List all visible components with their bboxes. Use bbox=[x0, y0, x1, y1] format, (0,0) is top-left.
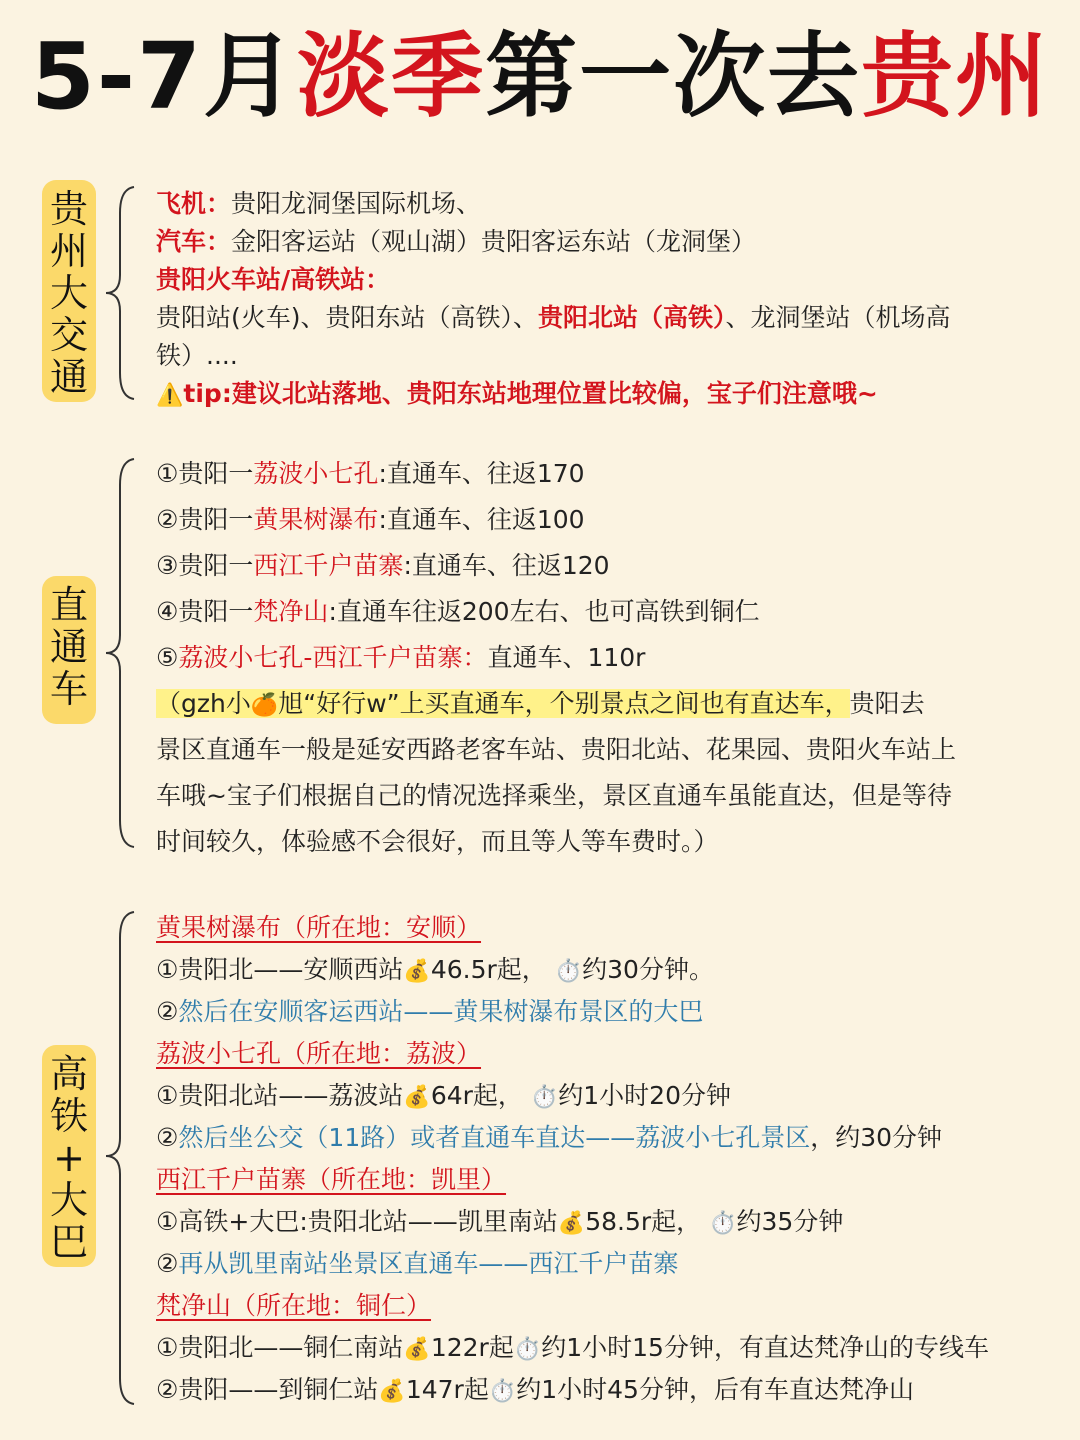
bus-line bbox=[156, 222, 756, 258]
item-post: :直通车、往返120 bbox=[403, 551, 610, 580]
traffic-tag bbox=[42, 180, 96, 402]
tag-char: + bbox=[53, 1136, 85, 1180]
tip-text: tip:建议北站落地、贵阳东站地理位置比较偏，宝子们注意哦~ bbox=[183, 379, 878, 408]
price-text: 58.5r起， bbox=[585, 1207, 702, 1236]
duration-text: 约1小时20分钟 bbox=[558, 1081, 731, 1110]
item-place: 西江千户苗寨 bbox=[253, 551, 404, 580]
title-part4: 贵州 bbox=[861, 23, 1050, 130]
duration-text: 约30分钟。 bbox=[582, 955, 714, 984]
bus-text: 金阳客运站（观山湖）贵阳客运东站（龙洞堡） bbox=[231, 227, 757, 256]
plane-line bbox=[156, 184, 481, 220]
money-bag-icon: 💰 bbox=[403, 1084, 431, 1110]
rail-tag bbox=[42, 1045, 96, 1267]
direct-brace bbox=[98, 455, 140, 850]
item-post: 直通车、110r bbox=[487, 643, 646, 672]
title-part3: 第一次去 bbox=[485, 23, 862, 130]
duration-text: 约1小时15分钟，有直达梵净山的专线车 bbox=[541, 1333, 989, 1362]
train-line bbox=[156, 298, 951, 334]
item-pre: ⑤ bbox=[156, 643, 179, 672]
direct-item bbox=[156, 638, 645, 674]
duration-text: 约1小时45分钟， bbox=[516, 1375, 714, 1404]
direct-note-2: 景区直通车一般是延安西路老客车站、贵阳北站、花果园、贵阳火车站上 bbox=[156, 735, 957, 764]
tag-char: 大 bbox=[49, 271, 88, 315]
rail-item bbox=[156, 1244, 678, 1280]
tag-char: 高 bbox=[49, 1052, 88, 1096]
direct-item bbox=[156, 546, 610, 582]
rail-heading-fanjingshan: 梵净山（所在地：铜仁） bbox=[156, 1291, 432, 1320]
tag-char: 州 bbox=[49, 229, 88, 273]
rail-item bbox=[156, 1328, 989, 1364]
price-text: 122r起 bbox=[430, 1333, 514, 1362]
item-place: 梵净山 bbox=[253, 597, 329, 626]
tag-char: 贵 bbox=[49, 187, 88, 231]
page-title bbox=[0, 22, 1080, 132]
tag-char: 巴 bbox=[49, 1220, 88, 1264]
tag-char: 交 bbox=[49, 313, 88, 357]
orange-icon: 🍊 bbox=[250, 692, 279, 718]
bus-label: 汽车： bbox=[156, 227, 232, 256]
item-post: :直通车、往返100 bbox=[378, 505, 585, 534]
note-hl-b: 旭“好行w”上买直通车，个别景点之间也有直达车， bbox=[278, 689, 850, 718]
direct-item bbox=[156, 592, 760, 628]
item-pre: ④贵阳一 bbox=[156, 597, 254, 626]
tag-char: 通 bbox=[49, 625, 88, 669]
money-bag-icon: 💰 bbox=[378, 1378, 406, 1404]
route-text: 然后坐公交（11路）或者直通车直达——荔波小七孔景区 bbox=[178, 1123, 811, 1152]
price-text: 147r起 bbox=[405, 1375, 489, 1404]
rail-heading-xijiang: 西江千户苗寨（所在地：凯里） bbox=[156, 1165, 507, 1194]
plane-text: 贵阳龙洞堡国际机场、 bbox=[231, 189, 482, 218]
train-label: 贵阳火车站/高铁站： bbox=[156, 265, 391, 294]
duration-text: 约35分钟 bbox=[736, 1207, 844, 1236]
traffic-brace bbox=[98, 183, 140, 403]
price-text: 64r起， bbox=[430, 1081, 523, 1110]
tag-char: 直 bbox=[49, 583, 88, 627]
warning-icon: ⚠️ bbox=[156, 382, 184, 408]
item-place: 荔波小七孔 bbox=[253, 459, 379, 488]
money-bag-icon: 💰 bbox=[557, 1210, 586, 1236]
note-highlight bbox=[156, 689, 850, 718]
note-text: 贵阳去 bbox=[849, 689, 925, 718]
money-bag-icon: 💰 bbox=[403, 1336, 431, 1362]
item-pre: ①贵阳一 bbox=[156, 459, 254, 488]
duration-text: ，约30分钟 bbox=[810, 1123, 943, 1152]
rail-item bbox=[156, 1076, 731, 1112]
direct-tag bbox=[42, 576, 96, 724]
title-part2: 淡季 bbox=[297, 23, 486, 130]
route-text: 后有车直达梵净山 bbox=[713, 1375, 914, 1404]
stopwatch-icon: ⏱️ bbox=[488, 1378, 517, 1404]
rail-brace bbox=[98, 908, 140, 1408]
title-part1: 5-7月 bbox=[30, 23, 298, 130]
train-c: 、龙洞堡站（机场高 bbox=[725, 303, 951, 332]
train-b: 贵阳北站（高铁） bbox=[538, 303, 726, 332]
rail-item bbox=[156, 950, 714, 986]
route-text: ①高铁+大巴:贵阳北站——凯里南站 bbox=[156, 1207, 558, 1236]
rail-heading-libo: 荔波小七孔（所在地：荔波） bbox=[156, 1039, 482, 1068]
tag-char: 车 bbox=[49, 667, 88, 711]
route-num: ② bbox=[156, 1123, 179, 1152]
direct-note-4: 时间较久，体验感不会很好，而且等人等车费时。） bbox=[156, 827, 719, 856]
stopwatch-icon: ⏱️ bbox=[530, 1084, 559, 1110]
item-post: :直通车往返200左右、也可高铁到铜仁 bbox=[328, 597, 760, 626]
direct-note-1 bbox=[156, 684, 925, 720]
rail-item bbox=[156, 1202, 843, 1238]
rail-heading-huangguoshu: 黄果树瀑布（所在地：安顺） bbox=[156, 913, 482, 942]
rail-item bbox=[156, 1370, 914, 1406]
tip-line bbox=[156, 374, 878, 410]
route-text: 然后在安顺客运西站——黄果树瀑布景区的大巴 bbox=[178, 997, 704, 1026]
route-text: ②贵阳——到铜仁站 bbox=[156, 1375, 379, 1404]
tag-char: 大 bbox=[49, 1178, 88, 1222]
item-place: 荔波小七孔-西江千户苗寨： bbox=[178, 643, 488, 672]
route-text: ①贵阳北站——荔波站 bbox=[156, 1081, 404, 1110]
direct-item bbox=[156, 500, 585, 536]
item-place: 黄果树瀑布 bbox=[253, 505, 379, 534]
rail-item bbox=[156, 1118, 942, 1154]
money-bag-icon: 💰 bbox=[403, 958, 431, 984]
route-text: ①贵阳北——安顺西站 bbox=[156, 955, 404, 984]
route-num: ② bbox=[156, 1249, 179, 1278]
train-a: 贵阳站(火车)、贵阳东站（高铁）、 bbox=[156, 303, 539, 332]
item-pre: ③贵阳一 bbox=[156, 551, 254, 580]
plane-label: 飞机： bbox=[156, 189, 232, 218]
route-text: ①贵阳北——铜仁南站 bbox=[156, 1333, 404, 1362]
route-text: 再从凯里南站坐景区直通车——西江千户苗寨 bbox=[178, 1249, 679, 1278]
train-line-2: 铁）.... bbox=[156, 341, 238, 370]
tag-char: 铁 bbox=[49, 1094, 88, 1138]
stopwatch-icon: ⏱️ bbox=[554, 958, 583, 984]
rail-item bbox=[156, 992, 703, 1028]
price-text: 46.5r起， bbox=[430, 955, 547, 984]
direct-item bbox=[156, 454, 585, 490]
item-pre: ②贵阳一 bbox=[156, 505, 254, 534]
route-num: ② bbox=[156, 997, 179, 1026]
tag-char: 通 bbox=[49, 355, 88, 399]
stopwatch-icon: ⏱️ bbox=[513, 1336, 542, 1362]
note-hl-a: （gzh小 bbox=[156, 689, 251, 718]
item-post: :直通车、往返170 bbox=[378, 459, 585, 488]
direct-note-3: 车哦~宝子们根据自己的情况选择乘坐，景区直通车虽能直达，但是等待 bbox=[156, 781, 952, 810]
stopwatch-icon: ⏱️ bbox=[709, 1210, 737, 1236]
